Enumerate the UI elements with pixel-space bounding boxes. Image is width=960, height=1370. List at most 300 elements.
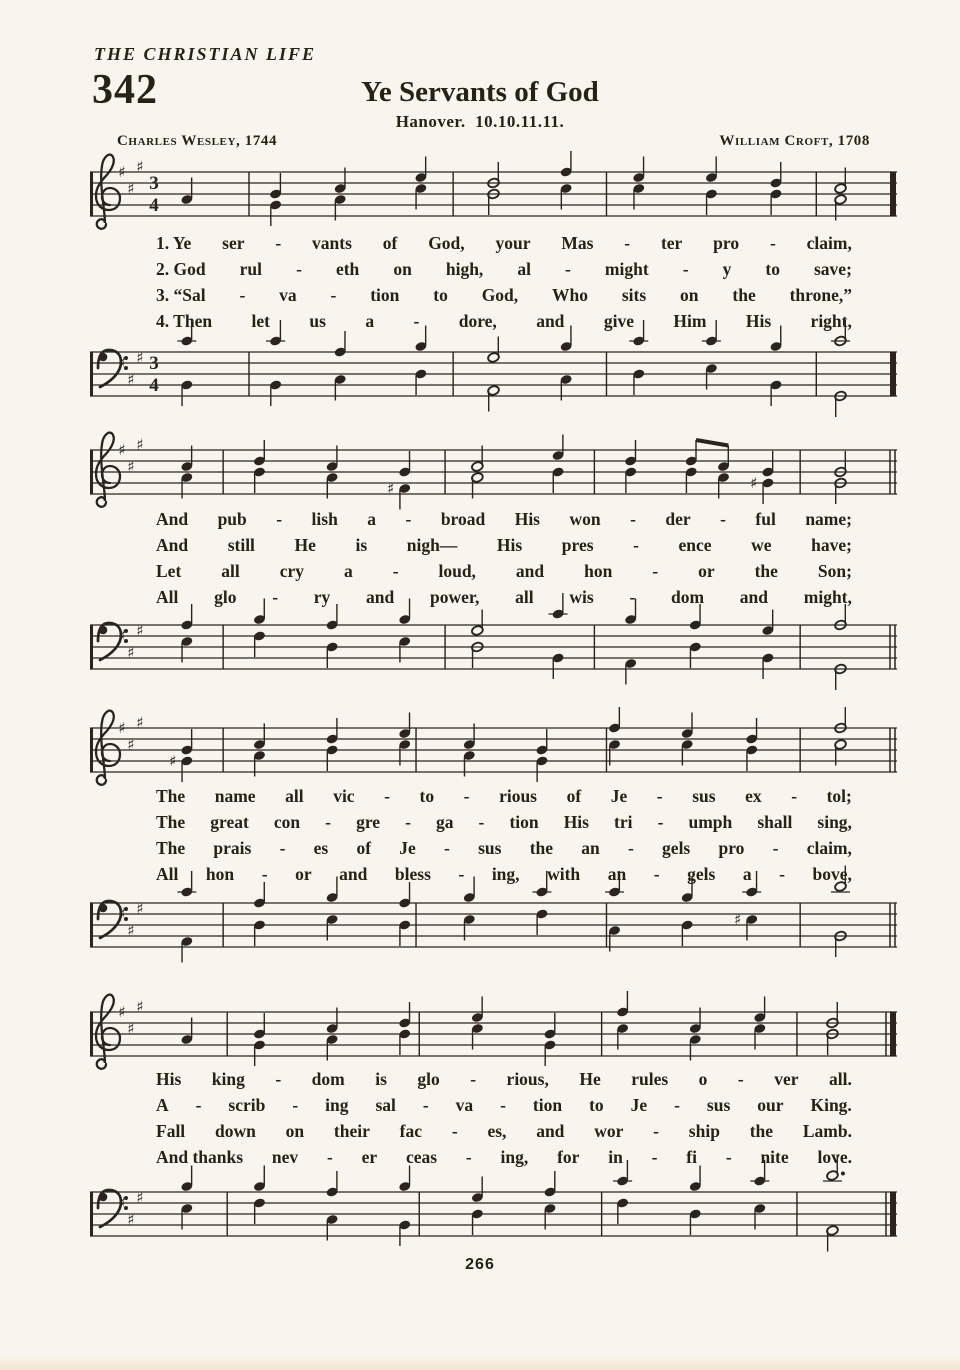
lyric-line: [90, 1095, 897, 1121]
lyric-hyphen: -: [500, 1095, 506, 1115]
note-column: [705, 157, 718, 216]
note-column: [745, 718, 758, 771]
system-left-barline: [90, 172, 93, 217]
lyric-syllable: And: [156, 535, 189, 555]
lyric-syllable: fi: [686, 1147, 697, 1167]
lyric-syllable: The: [156, 786, 186, 806]
lyric-syllable: your: [495, 233, 531, 253]
lyric-hyphen: -: [791, 786, 798, 806]
note-column: [543, 1171, 556, 1230]
lyric-syllable: der: [665, 509, 691, 529]
note-column: [734, 871, 761, 941]
note-column: [750, 451, 774, 504]
hymn-number: 342: [92, 67, 158, 113]
note-column: [629, 320, 648, 395]
lyric-hyphen: -: [653, 864, 660, 884]
note-column: [253, 1013, 266, 1066]
note-column: [834, 451, 847, 504]
sharp-icon: ♯: [734, 910, 742, 929]
beam: [696, 440, 728, 446]
lyric-syllable: nev: [271, 1147, 299, 1167]
lyric-syllable: He: [294, 535, 316, 555]
lyric-syllable: Lamb.: [802, 1121, 852, 1141]
lyric-syllable: a: [367, 509, 377, 529]
lyric-syllable: al: [517, 259, 531, 279]
lyric-syllable: or: [295, 864, 312, 884]
lyric-syllable: great: [210, 812, 249, 832]
lyric-syllable: cry: [279, 561, 304, 581]
lyric-syllable: down: [214, 1121, 256, 1141]
lyric-hyphen: -: [458, 864, 465, 884]
note-column: [535, 729, 548, 782]
lyric-hyphen: -: [261, 864, 268, 884]
lyric-syllable: Fall: [156, 1121, 186, 1141]
note-column: [169, 729, 193, 782]
lyric-syllable: Son;: [817, 561, 852, 581]
lyric-syllable: tol;: [826, 786, 852, 806]
sharp-icon: ♯: [118, 441, 126, 459]
lyric-syllable: gels: [662, 838, 691, 858]
lyric-hyphen: -: [737, 1069, 744, 1089]
lyric-syllable: and: [536, 311, 565, 331]
lyric-hyphen: -: [422, 1095, 429, 1115]
lyric-line: [90, 1121, 897, 1147]
sharp-icon: ♯: [136, 1188, 144, 1207]
lyric-syllable: y: [722, 259, 732, 279]
lyric-syllable: the: [754, 561, 778, 581]
lyric-line: [90, 561, 897, 587]
lyric-syllable: name;: [805, 509, 852, 529]
lyric-syllable: ter: [660, 233, 683, 253]
lyric-syllable: dom: [311, 1069, 345, 1089]
author-credit: Charles Wesley, 1744: [117, 133, 278, 149]
lyric-syllable: and: [739, 587, 769, 607]
lyric-syllable: prais: [213, 838, 252, 858]
sharp-icon: ♯: [136, 435, 144, 454]
lyric-syllable: name: [214, 786, 256, 806]
lyric-syllable: and: [339, 864, 368, 884]
lyric-hyphen: -: [627, 838, 634, 858]
lyric-line: [90, 285, 897, 311]
lyric-line: [90, 535, 897, 561]
treble-clef-icon: [96, 155, 120, 229]
note-column: [387, 451, 411, 510]
note-column: [180, 604, 193, 663]
lyric-hyphen: -: [682, 259, 689, 279]
lyric-syllable: to: [589, 1095, 604, 1115]
lyric-syllable: sing,: [817, 812, 852, 832]
lyric-syllable: ex: [745, 786, 762, 806]
lyric-syllable: umph: [688, 812, 733, 832]
system-left-barline: [90, 903, 93, 948]
lyric-syllable: es: [313, 838, 329, 858]
lyric-hyphen: -: [657, 812, 664, 832]
lyric-syllable: of: [382, 233, 398, 253]
lyric-syllable: ing,: [491, 864, 520, 884]
lyric-hyphen: -: [769, 233, 776, 253]
note-column: [624, 599, 637, 685]
lyric-syllable: King.: [810, 1095, 852, 1115]
page-number: 266: [465, 1256, 495, 1273]
lyric-hyphen: -: [779, 864, 785, 884]
lyric-syllable: the: [749, 1121, 774, 1141]
sharp-icon: ♯: [136, 621, 144, 640]
sharp-icon: ♯: [127, 921, 135, 940]
lyric-syllable: 2. God: [156, 259, 206, 279]
lyric-syllable: tion: [532, 1095, 563, 1115]
note-column: [326, 718, 339, 771]
note-column: [702, 320, 721, 390]
sharp-icon: ♯: [118, 905, 126, 923]
final-barline: [890, 1012, 896, 1057]
sharp-icon: ♯: [136, 899, 144, 918]
lyric-syllable: and: [515, 561, 545, 581]
note-column: [560, 151, 573, 210]
composer-credit: William Croft, 1708: [719, 133, 870, 149]
lyric-syllable: of: [356, 838, 372, 858]
lyric-syllable: God,: [481, 285, 519, 305]
lyric-syllable: to: [765, 259, 780, 279]
system-left-barline: [90, 450, 93, 495]
lyric-syllable: vants: [312, 233, 352, 253]
lyric-syllable: might,: [803, 587, 852, 607]
lyric-syllable: scrib: [228, 1095, 266, 1115]
note-column: [624, 440, 637, 493]
lyric-syllable: an: [581, 838, 600, 858]
lyric-hyphen: -: [413, 311, 420, 331]
lyric-syllable: loud,: [438, 561, 476, 581]
lyric-syllable: con: [273, 812, 301, 832]
sharp-icon: ♯: [118, 1194, 126, 1212]
bass-staff: [90, 875, 897, 975]
note-column: [750, 1160, 769, 1230]
lyric-syllable: all.: [828, 1069, 852, 1089]
lyric-syllable: The: [156, 838, 186, 858]
note-column: [180, 1018, 193, 1046]
lyric-hyphen: -: [325, 812, 331, 832]
note-column: [831, 320, 850, 417]
treble-clef-icon: [96, 433, 120, 507]
verse-block: [90, 233, 897, 337]
time-signature: 3: [149, 173, 159, 194]
lyric-hyphen: -: [330, 285, 337, 305]
lyric-syllable: o: [698, 1069, 708, 1089]
lyric-syllable: claim,: [806, 838, 852, 858]
lyric-syllable: gels: [687, 864, 716, 884]
lyric-hyphen: -: [239, 285, 246, 305]
lyric-syllable: ceas: [405, 1147, 438, 1167]
lyric-syllable: All: [156, 864, 179, 884]
lyric-syllable: He: [579, 1069, 601, 1089]
lyric-syllable: His: [745, 311, 772, 331]
lyric-syllable: And thanks: [156, 1147, 244, 1167]
lyric-syllable: nigh—: [406, 535, 458, 555]
lyric-hyphen: -: [656, 786, 663, 806]
lyric-syllable: lish: [311, 509, 338, 529]
treble-staff: [90, 422, 897, 522]
lyric-syllable: and: [366, 587, 395, 607]
treble-staff: [90, 700, 897, 800]
lyric-syllable: A: [156, 1095, 169, 1115]
lyric-syllable: rul: [239, 259, 263, 279]
lyric-syllable: with: [547, 864, 581, 884]
lyric-syllable: us: [309, 311, 326, 331]
time-signature: 4: [149, 375, 159, 396]
sharp-icon: ♯: [136, 997, 144, 1016]
lyric-line: [90, 509, 897, 535]
lyric-syllable: save;: [814, 259, 852, 279]
lyric-hyphen: -: [451, 1121, 458, 1141]
lyric-syllable: All: [156, 587, 179, 607]
lyric-syllable: a: [343, 561, 353, 581]
lyric-syllable: sits: [621, 285, 647, 305]
note-column: [326, 1171, 339, 1241]
lyric-syllable: ver: [774, 1069, 799, 1089]
lyric-syllable: God,: [428, 233, 465, 253]
lyric-line: [90, 259, 897, 285]
sharp-icon: ♯: [127, 370, 135, 389]
lyric-syllable: 1. Ye: [156, 233, 192, 253]
lyric-syllable: on: [680, 285, 699, 305]
lyric-syllable: sus: [478, 838, 502, 858]
sharp-icon: ♯: [136, 348, 144, 367]
lyric-syllable: and: [536, 1121, 565, 1141]
lyric-syllable: dore,: [458, 311, 497, 331]
lyric-syllable: fac: [399, 1121, 423, 1141]
lyric-syllable: in: [608, 1147, 623, 1167]
sharp-icon: ♯: [750, 474, 758, 492]
lyric-syllable: va: [279, 285, 297, 305]
lyric-syllable: a: [365, 311, 375, 331]
sharp-icon: ♯: [127, 179, 135, 198]
lyric-syllable: ing,: [500, 1147, 529, 1167]
lyric-hyphen: -: [772, 838, 779, 858]
system-left-barline: [90, 1192, 93, 1237]
lyric-line: [90, 1069, 897, 1095]
lyric-syllable: His: [514, 509, 540, 529]
lyric-hyphen: -: [326, 1147, 333, 1167]
sharp-icon: ♯: [118, 163, 126, 181]
lyric-syllable: rious: [499, 786, 537, 806]
note-column: [552, 435, 565, 494]
lyric-syllable: gre: [356, 812, 381, 832]
lyric-syllable: is: [375, 1069, 387, 1089]
lyric-syllable: pres: [561, 535, 594, 555]
lyric-syllable: hon: [584, 561, 613, 581]
lyric-hyphen: -: [292, 1095, 299, 1115]
lyric-syllable: bless: [394, 864, 431, 884]
lyric-syllable: throne,”: [789, 285, 852, 305]
lyric-syllable: of: [566, 786, 582, 806]
lyric-syllable: His: [156, 1069, 182, 1089]
lyric-syllable: er: [361, 1147, 378, 1167]
note-column: [253, 1166, 266, 1225]
system-left-barline: [90, 1012, 93, 1057]
lyric-syllable: ship: [688, 1121, 720, 1141]
note-column: [180, 1166, 193, 1230]
lyric-syllable: broad: [440, 509, 486, 529]
lyric-syllable: sus: [706, 1095, 731, 1115]
note-column: [334, 331, 347, 401]
lyric-line: [90, 786, 897, 812]
lyric-hyphen: -: [279, 838, 286, 858]
sharp-icon: ♯: [127, 1019, 135, 1038]
sharp-icon: ♯: [118, 719, 126, 737]
lyric-line: [90, 838, 897, 864]
sharp-icon: ♯: [136, 713, 144, 732]
lyric-syllable: bove,: [812, 864, 852, 884]
lyric-syllable: on: [285, 1121, 305, 1141]
sharp-icon: ♯: [118, 1003, 126, 1021]
lyric-hyphen: -: [296, 259, 302, 279]
lyric-syllable: 3. “Sal: [156, 285, 206, 305]
lyric-syllable: tion: [509, 812, 539, 832]
system-left-barline: [90, 352, 93, 397]
lyric-syllable: claim,: [806, 233, 852, 253]
lyric-syllable: the: [732, 285, 756, 305]
lyric-syllable: their: [333, 1121, 370, 1141]
note-column: [326, 877, 339, 941]
bass-staff: [90, 1164, 897, 1264]
lyric-syllable: a: [742, 864, 752, 884]
note-column: [487, 162, 500, 215]
lyric-syllable: sus: [692, 786, 716, 806]
lyric-syllable: tri: [614, 812, 633, 832]
note-column: [253, 440, 266, 493]
lyric-line: [90, 812, 897, 838]
treble-clef-icon: [96, 711, 120, 785]
lyric-syllable: vic: [333, 786, 355, 806]
lyric-syllable: is: [355, 535, 368, 555]
lyric-syllable: let: [251, 311, 270, 331]
sharp-icon: ♯: [118, 354, 126, 372]
lyric-syllable: 4. Then: [156, 311, 213, 331]
lyric-syllable: still: [227, 535, 255, 555]
lyric-syllable: ry: [313, 587, 331, 607]
lyric-hyphen: -: [653, 1121, 659, 1141]
sharp-icon: ♯: [127, 457, 135, 476]
lyric-syllable: to: [419, 786, 435, 806]
note-column: [471, 610, 484, 669]
lyric-hyphen: -: [725, 1147, 732, 1167]
treble-staff: [90, 144, 897, 244]
sharp-icon: ♯: [127, 643, 135, 662]
lyric-hyphen: -: [470, 1069, 477, 1089]
lyric-syllable: ser: [222, 233, 245, 253]
lyric-syllable: give: [603, 311, 634, 331]
end-barline: [890, 352, 896, 397]
lyric-syllable: hon: [205, 864, 235, 884]
lyric-hyphen: -: [629, 587, 636, 607]
sharp-icon: ♯: [118, 627, 126, 645]
lyric-hyphen: -: [565, 259, 571, 279]
lyric-hyphen: -: [444, 838, 450, 858]
lyric-hyphen: -: [463, 786, 470, 806]
lyric-syllable: rules: [631, 1069, 669, 1089]
lyric-syllable: eth: [335, 259, 360, 279]
lyric-hyphen: -: [651, 1147, 658, 1167]
lyric-hyphen: -: [392, 561, 399, 581]
note-column: [685, 440, 698, 493]
lyric-syllable: love.: [817, 1147, 852, 1167]
lyric-syllable: nite: [760, 1147, 789, 1167]
lyric-syllable: pro: [718, 838, 745, 858]
note-column: [177, 871, 196, 963]
lyric-hyphen: -: [633, 535, 639, 555]
section-heading: THE CHRISTIAN LIFE: [94, 44, 317, 64]
lyric-syllable: ga: [435, 812, 454, 832]
note-column: [605, 871, 624, 952]
lyric-syllable: right,: [810, 311, 852, 331]
note-column: [398, 1002, 411, 1055]
treble-clef-icon: [96, 995, 120, 1069]
note-column: [826, 1002, 839, 1055]
lyric-syllable: high,: [445, 259, 484, 279]
lyric-syllable: might: [604, 259, 649, 279]
lyric-hyphen: -: [272, 587, 279, 607]
note-column: [398, 1166, 411, 1247]
lyric-syllable: glo: [417, 1069, 440, 1089]
lyric-syllable: king: [211, 1069, 245, 1089]
lyric-syllable: ful: [755, 509, 776, 529]
lyric-syllable: Je: [399, 838, 416, 858]
end-barline: [890, 172, 896, 217]
lyric-syllable: tion: [370, 285, 400, 305]
lyric-syllable: Mas: [561, 233, 594, 253]
lyric-syllable: Je: [630, 1095, 648, 1115]
note-column: [543, 1013, 556, 1066]
lyric-syllable: The: [156, 812, 186, 832]
lyric-syllable: ence: [678, 535, 712, 555]
lyric-syllable: rious,: [506, 1069, 549, 1089]
lyric-syllable: for: [557, 1147, 580, 1167]
lyric-syllable: all: [221, 561, 240, 581]
lyric-hyphen: -: [405, 509, 412, 529]
lyric-syllable: to: [433, 285, 448, 305]
note-column: [831, 866, 850, 958]
lyric-syllable: Who: [552, 285, 589, 305]
note-column: [269, 173, 282, 226]
sharp-icon: ♯: [169, 752, 177, 770]
lyric-syllable: or: [698, 561, 715, 581]
time-signature: 3: [149, 353, 159, 374]
lyric-syllable: glo: [214, 587, 237, 607]
system-left-barline: [90, 728, 93, 773]
note-column: [608, 707, 621, 766]
lyric-syllable: His: [563, 812, 589, 832]
augmentation-dot: [841, 1172, 845, 1176]
bass-staff: [90, 324, 897, 424]
sharp-icon: ♯: [136, 157, 144, 176]
bass-staff: [90, 597, 897, 697]
sharp-icon: ♯: [127, 735, 135, 754]
note-column: [769, 326, 782, 407]
lyric-hyphen: -: [195, 1095, 202, 1115]
lyric-hyphen: -: [652, 561, 659, 581]
lyric-hyphen: -: [478, 812, 485, 832]
lyric-hyphen: -: [275, 1069, 282, 1089]
lyric-syllable: pro: [713, 233, 740, 253]
lyric-syllable: we: [751, 535, 772, 555]
lyric-syllable: His: [496, 535, 523, 555]
lyric-hyphen: -: [275, 233, 282, 253]
sharp-icon: ♯: [127, 1210, 135, 1229]
lyric-hyphen: -: [465, 1147, 472, 1167]
lyric-syllable: sal: [375, 1095, 396, 1115]
lyric-syllable: all: [515, 587, 534, 607]
lyric-syllable: power,: [430, 587, 480, 607]
lyric-hyphen: -: [384, 786, 390, 806]
